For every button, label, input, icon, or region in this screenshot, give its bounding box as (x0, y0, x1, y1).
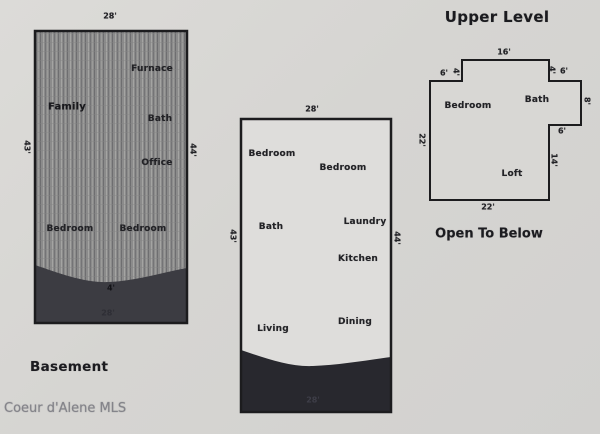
main-dim-top: 28' (305, 104, 319, 114)
upper-dim-left: 22' (417, 133, 427, 147)
room-label-furnace: Furnace (131, 64, 173, 74)
upper-dim-top: 16' (497, 47, 511, 57)
room-label-kitchen: Kitchen (337, 254, 379, 264)
upper-dim-right-step-width: 6' (559, 66, 569, 76)
room-label-basement-bedroom-left: Bedroom (46, 224, 94, 234)
room-label-upper-bedroom: Bedroom (444, 101, 492, 111)
basement-dim-left: 43' (22, 140, 32, 154)
main-dim-right: 44' (392, 231, 402, 245)
basement-dim-top: 28' (103, 11, 117, 21)
upper-level-plan-drawing (424, 54, 592, 206)
main-level-plan-drawing (239, 117, 393, 414)
upper-dim-right-upper: 8' (582, 96, 592, 106)
basement-porch-dim-depth: 4' (106, 283, 116, 293)
room-label-living: Living (257, 324, 289, 334)
room-label-family: Family (48, 101, 86, 113)
upper-dim-right-mid: 6' (557, 126, 567, 136)
room-label-basement-bath: Bath (147, 114, 173, 124)
basement-dim-right: 44' (188, 143, 198, 157)
mls-watermark: Coeur d'Alene MLS (4, 401, 127, 416)
upper-level-title: Upper Level (444, 8, 550, 26)
upper-dim-right-step-height: 4' (547, 65, 557, 75)
room-label-dining: Dining (337, 317, 373, 327)
upper-dim-left-step-height: 4' (451, 67, 461, 77)
room-label-main-bedroom-right: Bedroom (319, 163, 367, 173)
basement-title: Basement (30, 359, 109, 375)
upper-dim-left-step-width: 6' (439, 68, 449, 78)
room-label-upper-bath: Bath (524, 95, 550, 105)
room-label-basement-bedroom-right: Bedroom (119, 224, 167, 234)
room-label-main-bedroom-left: Bedroom (248, 149, 296, 159)
room-label-loft: Loft (501, 169, 523, 179)
upper-dim-right-lower: 14' (549, 153, 559, 167)
room-label-laundry: Laundry (343, 217, 387, 227)
main-dim-left: 43' (228, 229, 238, 243)
basement-porch-dim-width: 28' (101, 308, 115, 318)
room-label-main-bath: Bath (258, 222, 284, 232)
room-label-office: Office (141, 158, 173, 168)
open-to-below-note: Open To Below (435, 226, 543, 242)
main-porch-dim-width: 28' (306, 395, 320, 405)
upper-dim-bottom: 22' (481, 202, 495, 212)
